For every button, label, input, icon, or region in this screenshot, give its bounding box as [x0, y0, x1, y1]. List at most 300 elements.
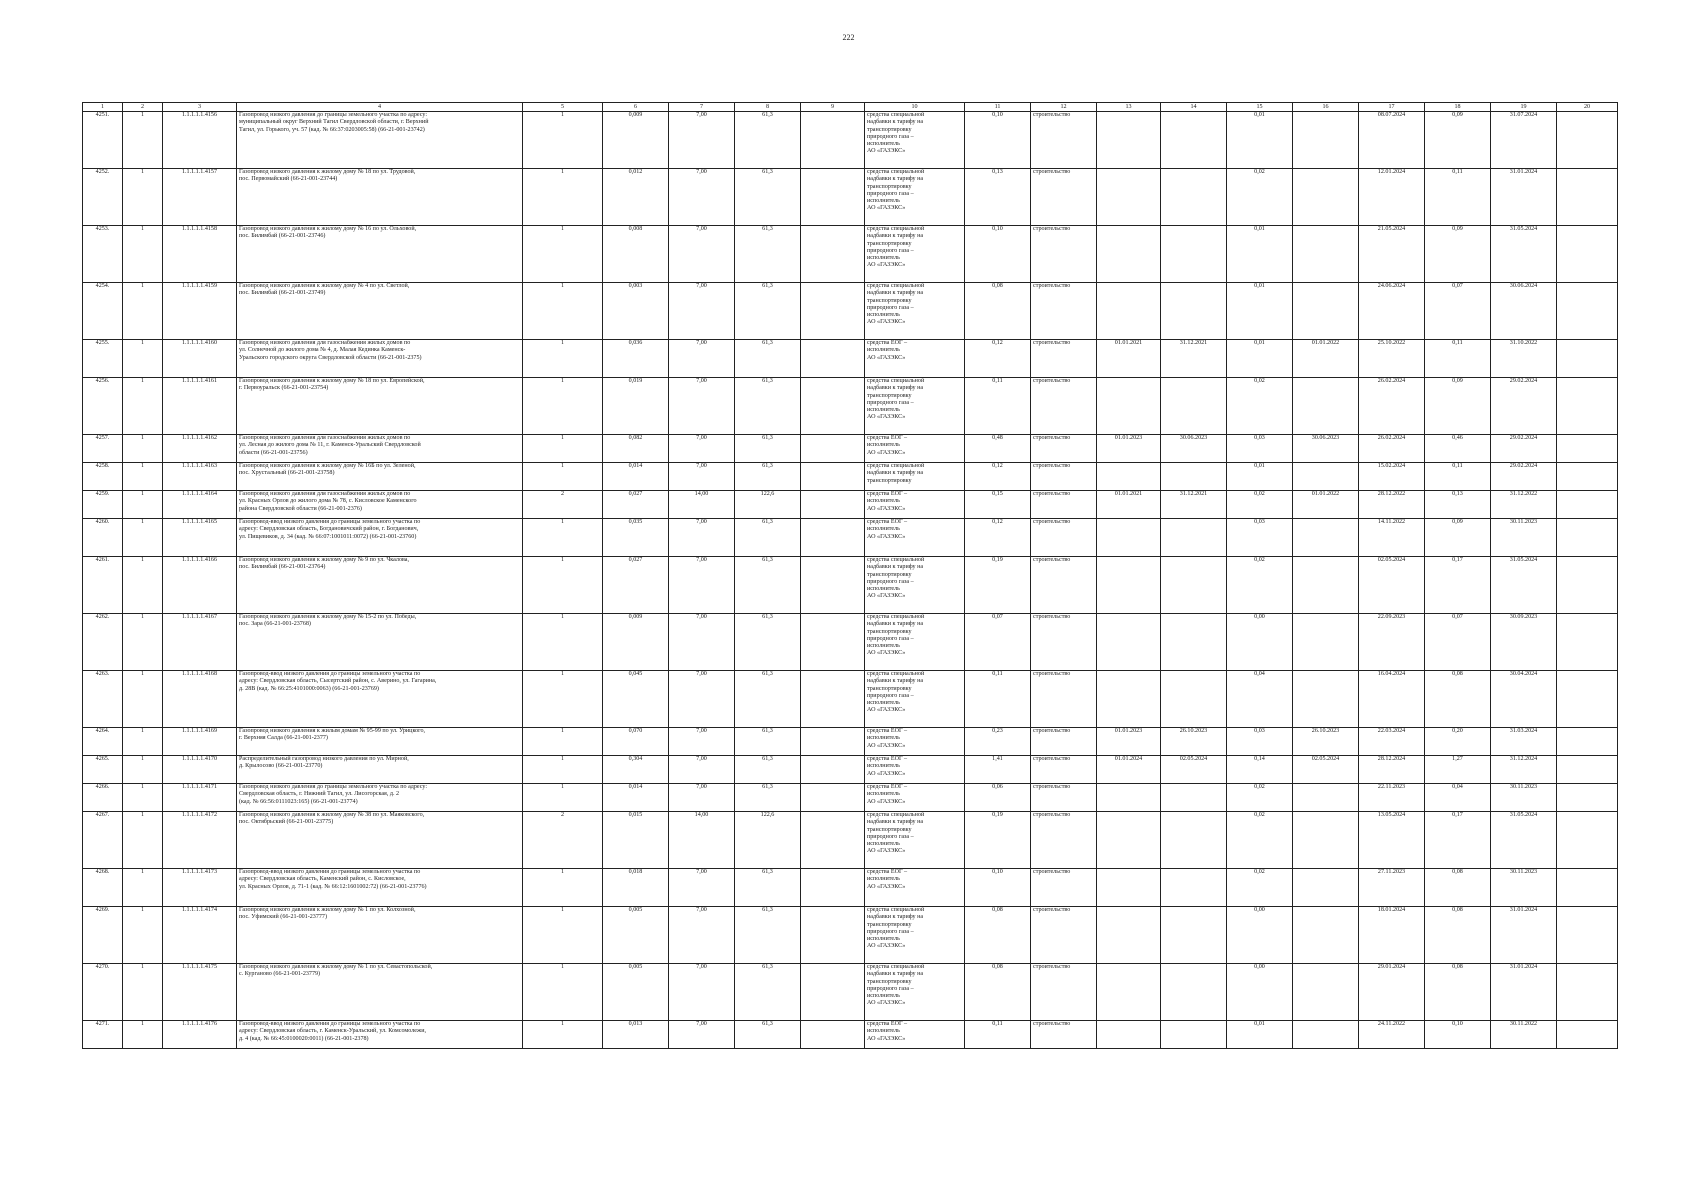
table-cell-col-1: 4263. — [83, 671, 123, 728]
table-cell-col-15: 0,02 — [1227, 784, 1293, 812]
table-cell-col-3: 1.1.1.1.1.4172 — [163, 812, 237, 869]
table-cell-col-7: 7,00 — [669, 557, 735, 614]
table-cell-col-13 — [1097, 869, 1161, 907]
table-cell-col-13: 01.01.2021 — [1097, 340, 1161, 378]
table-cell-col-20 — [1557, 728, 1618, 756]
table-cell-col-3: 1.1.1.1.1.4161 — [163, 378, 237, 435]
table-cell-col-7: 7,00 — [669, 340, 735, 378]
table-cell-col-4: Газопровод низкого давления к жилому дому № 1 по ул. Севастопольской, с. Курганово (66-21-001-23779) — [237, 964, 523, 1021]
table-cell-col-19: 30.04.2024 — [1491, 671, 1557, 728]
table-cell-col-13 — [1097, 671, 1161, 728]
table-cell-col-14: 31.12.2021 — [1161, 491, 1227, 519]
table-cell-col-11: 0,19 — [965, 812, 1031, 869]
table-cell-col-6: 0,070 — [603, 728, 669, 756]
table-cell-col-5: 1 — [523, 728, 603, 756]
table-cell-col-1: 4268. — [83, 869, 123, 907]
table-cell-col-10: средства специальной надбавки к тарифу на транспортировку природного газа – исполнитель АО «ГАЗЭКС» — [865, 378, 965, 435]
table-cell-col-10: средства ЕОГ – исполнитель АО «ГАЗЭКС» — [865, 491, 965, 519]
table-cell-col-19: 29.02.2024 — [1491, 378, 1557, 435]
table-cell-col-20 — [1557, 784, 1618, 812]
table-cell-col-8: 61,3 — [735, 340, 801, 378]
table-cell-col-20 — [1557, 519, 1618, 557]
table-cell-col-13 — [1097, 557, 1161, 614]
table-cell-col-4: Газопровод-ввод низкого давления до границы земельного участка по адресу: Свердловская область, Сысертский район, с. Аверино, ул. Гагарина, д. 28В (кад. № 66:25:4101000:0063) (66-21-001-23769) — [237, 671, 523, 728]
column-header: 7 — [669, 103, 735, 112]
table-cell-col-4: Газопровод низкого давления к жилому дому № 4 по ул. Светлой, пос. Билимбай (66-21-001-23749) — [237, 283, 523, 340]
table-cell-col-14 — [1161, 463, 1227, 491]
table-cell-col-17: 02.05.2024 — [1359, 557, 1425, 614]
table-cell-col-1: 4267. — [83, 812, 123, 869]
table-cell-col-6: 0,014 — [603, 784, 669, 812]
table-cell-col-6: 0,045 — [603, 671, 669, 728]
table-cell-col-6: 0,018 — [603, 869, 669, 907]
table-cell-col-1: 4251. — [83, 112, 123, 169]
table-cell-col-17: 13.05.2024 — [1359, 812, 1425, 869]
table-cell-col-9 — [801, 340, 865, 378]
table-cell-col-18: 0,08 — [1425, 869, 1491, 907]
table-cell-col-12: строительство — [1031, 112, 1097, 169]
table-cell-col-2: 1 — [123, 557, 163, 614]
table-cell-col-17: 29.01.2024 — [1359, 964, 1425, 1021]
table-cell-col-5: 1 — [523, 907, 603, 964]
table-cell-col-19: 31.05.2024 — [1491, 812, 1557, 869]
table-cell-col-9 — [801, 435, 865, 463]
table-cell-col-2: 1 — [123, 812, 163, 869]
table-cell-col-14 — [1161, 964, 1227, 1021]
table-cell-col-18: 0,17 — [1425, 812, 1491, 869]
table-cell-col-8: 61,3 — [735, 112, 801, 169]
table-cell-col-18: 0,09 — [1425, 112, 1491, 169]
table-cell-col-17: 26.02.2024 — [1359, 435, 1425, 463]
table-cell-col-8: 61,3 — [735, 756, 801, 784]
table-cell-col-7: 7,00 — [669, 463, 735, 491]
table-cell-col-12: строительство — [1031, 614, 1097, 671]
table-cell-col-2: 1 — [123, 1021, 163, 1049]
table-cell-col-18: 0,20 — [1425, 728, 1491, 756]
column-header: 1 — [83, 103, 123, 112]
table-cell-col-3: 1.1.1.1.1.4159 — [163, 283, 237, 340]
table-cell-col-3: 1.1.1.1.1.4168 — [163, 671, 237, 728]
table-cell-col-5: 1 — [523, 112, 603, 169]
table-cell-col-5: 1 — [523, 614, 603, 671]
table-row — [83, 340, 1618, 378]
table-cell-col-1: 4266. — [83, 784, 123, 812]
table-cell-col-13 — [1097, 283, 1161, 340]
table-cell-col-6: 0,304 — [603, 756, 669, 784]
table-cell-col-15: 0,04 — [1227, 671, 1293, 728]
table-cell-col-6: 0,015 — [603, 812, 669, 869]
table-cell-col-16 — [1293, 812, 1359, 869]
table-cell-col-2: 1 — [123, 519, 163, 557]
table-cell-col-9 — [801, 1021, 865, 1049]
table-cell-col-4: Газопровод низкого давления к жилым домам № 95-99 по ул. Урицкого, г. Верхняя Салда (66-21-001-2377) — [237, 728, 523, 756]
table-cell-col-10: средства ЕОГ – исполнитель АО «ГАЗЭКС» — [865, 756, 965, 784]
table-cell-col-2: 1 — [123, 614, 163, 671]
table-cell-col-12: строительство — [1031, 283, 1097, 340]
table-cell-col-10: средства ЕОГ – исполнитель АО «ГАЗЭКС» — [865, 340, 965, 378]
table-cell-col-3: 1.1.1.1.1.4157 — [163, 169, 237, 226]
table-cell-col-1: 4265. — [83, 756, 123, 784]
table-cell-col-11: 0,12 — [965, 519, 1031, 557]
table-row — [83, 519, 1618, 557]
table-cell-col-1: 4255. — [83, 340, 123, 378]
table-cell-col-2: 1 — [123, 964, 163, 1021]
table-cell-col-6: 0,013 — [603, 1021, 669, 1049]
table-body — [83, 112, 1618, 1049]
table-cell-col-19: 29.02.2024 — [1491, 435, 1557, 463]
table-cell-col-4: Газопровод низкого давления к жилому дому № 9 по ул. Чкалова, пос. Билимбай (66-21-001-23764) — [237, 557, 523, 614]
table-cell-col-20 — [1557, 340, 1618, 378]
table-cell-col-7: 7,00 — [669, 671, 735, 728]
table-cell-col-9 — [801, 614, 865, 671]
table-cell-col-7: 7,00 — [669, 869, 735, 907]
table-cell-col-9 — [801, 226, 865, 283]
column-header: 4 — [237, 103, 523, 112]
table-cell-col-9 — [801, 671, 865, 728]
table-cell-col-7: 7,00 — [669, 378, 735, 435]
table-cell-col-3: 1.1.1.1.1.4171 — [163, 784, 237, 812]
table-cell-col-11: 0,08 — [965, 907, 1031, 964]
table-cell-col-1: 4254. — [83, 283, 123, 340]
table-cell-col-6: 0,027 — [603, 557, 669, 614]
table-cell-col-16: 02.05.2024 — [1293, 756, 1359, 784]
table-row — [83, 614, 1618, 671]
table-cell-col-20 — [1557, 169, 1618, 226]
table-cell-col-6: 0,012 — [603, 169, 669, 226]
table-row — [83, 907, 1618, 964]
table-cell-col-9 — [801, 491, 865, 519]
table-cell-col-2: 1 — [123, 463, 163, 491]
table-cell-col-6: 0,009 — [603, 614, 669, 671]
table-cell-col-1: 4271. — [83, 1021, 123, 1049]
table-cell-col-16 — [1293, 869, 1359, 907]
table-cell-col-5: 1 — [523, 169, 603, 226]
table-cell-col-14 — [1161, 378, 1227, 435]
table-cell-col-5: 1 — [523, 557, 603, 614]
column-header: 14 — [1161, 103, 1227, 112]
table-cell-col-6: 0,036 — [603, 340, 669, 378]
table-cell-col-4: Газопровод низкого давления к жилому дому № 18 по ул. Трудовой, пос. Первомайский (66-21-001-23744) — [237, 169, 523, 226]
table-cell-col-10: средства специальной надбавки к тарифу на транспортировку природного газа – исполнитель АО «ГАЗЭКС» — [865, 812, 965, 869]
table-cell-col-20 — [1557, 557, 1618, 614]
table-cell-col-2: 1 — [123, 435, 163, 463]
table-cell-col-3: 1.1.1.1.1.4163 — [163, 463, 237, 491]
table-cell-col-11: 0,08 — [965, 283, 1031, 340]
table-cell-col-19: 29.02.2024 — [1491, 463, 1557, 491]
table-cell-col-4: Газопровод низкого давления к жилому дому № 18 по ул. Европейской, г. Первоуральск (66-21-001-23754) — [237, 378, 523, 435]
table-cell-col-5: 1 — [523, 519, 603, 557]
table-cell-col-2: 1 — [123, 169, 163, 226]
table-cell-col-5: 1 — [523, 784, 603, 812]
table-cell-col-16 — [1293, 784, 1359, 812]
table-cell-col-13 — [1097, 463, 1161, 491]
table-cell-col-2: 1 — [123, 784, 163, 812]
table-cell-col-5: 1 — [523, 1021, 603, 1049]
table-cell-col-11: 0,12 — [965, 340, 1031, 378]
table-cell-col-9 — [801, 378, 865, 435]
table-cell-col-13 — [1097, 226, 1161, 283]
column-header: 2 — [123, 103, 163, 112]
table-cell-col-1: 4253. — [83, 226, 123, 283]
table-cell-col-16 — [1293, 671, 1359, 728]
table-cell-col-2: 1 — [123, 491, 163, 519]
table-cell-col-9 — [801, 463, 865, 491]
table-cell-col-7: 14,00 — [669, 812, 735, 869]
table-cell-col-7: 7,00 — [669, 519, 735, 557]
table-cell-col-7: 7,00 — [669, 784, 735, 812]
table-cell-col-3: 1.1.1.1.1.4164 — [163, 491, 237, 519]
table-cell-col-11: 0,12 — [965, 463, 1031, 491]
table-row — [83, 557, 1618, 614]
table-cell-col-3: 1.1.1.1.1.4165 — [163, 519, 237, 557]
table-cell-col-6: 0,005 — [603, 907, 669, 964]
table-row — [83, 378, 1618, 435]
table-cell-col-16 — [1293, 614, 1359, 671]
table-cell-col-19: 31.07.2024 — [1491, 112, 1557, 169]
table-cell-col-2: 1 — [123, 756, 163, 784]
table-cell-col-9 — [801, 869, 865, 907]
table-row — [83, 671, 1618, 728]
table-cell-col-12: строительство — [1031, 378, 1097, 435]
table-cell-col-17: 14.11.2022 — [1359, 519, 1425, 557]
table-cell-col-17: 24.06.2024 — [1359, 283, 1425, 340]
table-cell-col-12: строительство — [1031, 869, 1097, 907]
table-cell-col-8: 61,3 — [735, 614, 801, 671]
table-cell-col-14 — [1161, 869, 1227, 907]
table-cell-col-14: 30.06.2023 — [1161, 435, 1227, 463]
table-row — [83, 435, 1618, 463]
table-cell-col-11: 0,07 — [965, 614, 1031, 671]
table-cell-col-16: 26.10.2023 — [1293, 728, 1359, 756]
table-cell-col-11: 0,15 — [965, 491, 1031, 519]
table-cell-col-16 — [1293, 169, 1359, 226]
table-cell-col-3: 1.1.1.1.1.4166 — [163, 557, 237, 614]
table-cell-col-9 — [801, 519, 865, 557]
table-cell-col-16 — [1293, 283, 1359, 340]
table-cell-col-16 — [1293, 226, 1359, 283]
table-cell-col-3: 1.1.1.1.1.4167 — [163, 614, 237, 671]
table-cell-col-4: Газопровод-ввод низкого давления до границы земельного участка по адресу: Свердловская область, Каменский район, с. Кисловское, ул. Красных Орлов, д. 71-1 (кад. № 66:12:1601002:72) (66-21-001-23776) — [237, 869, 523, 907]
table-cell-col-15: 0,14 — [1227, 756, 1293, 784]
table-cell-col-10: средства специальной надбавки к тарифу на транспортировку природного газа – исполнитель АО «ГАЗЭКС» — [865, 169, 965, 226]
table-cell-col-10: средства специальной надбавки к тарифу на транспортировку природного газа – исполнитель АО «ГАЗЭКС» — [865, 557, 965, 614]
table-cell-col-19: 31.03.2024 — [1491, 728, 1557, 756]
page-number: 222 — [842, 33, 855, 42]
table-cell-col-20 — [1557, 964, 1618, 1021]
table-cell-col-5: 1 — [523, 435, 603, 463]
table-cell-col-1: 4262. — [83, 614, 123, 671]
table-cell-col-13 — [1097, 378, 1161, 435]
table-row — [83, 226, 1618, 283]
table-cell-col-12: строительство — [1031, 964, 1097, 1021]
table-cell-col-11: 0,11 — [965, 378, 1031, 435]
table-cell-col-7: 7,00 — [669, 728, 735, 756]
table-cell-col-15: 0,01 — [1227, 112, 1293, 169]
table-cell-col-7: 7,00 — [669, 169, 735, 226]
table-cell-col-16 — [1293, 463, 1359, 491]
table-cell-col-19: 31.10.2022 — [1491, 340, 1557, 378]
table-cell-col-16 — [1293, 964, 1359, 1021]
table-cell-col-1: 4259. — [83, 491, 123, 519]
table-cell-col-16 — [1293, 378, 1359, 435]
table-cell-col-11: 0,13 — [965, 169, 1031, 226]
table-cell-col-3: 1.1.1.1.1.4175 — [163, 964, 237, 1021]
table-cell-col-15: 0,01 — [1227, 1021, 1293, 1049]
table-cell-col-9 — [801, 812, 865, 869]
table-cell-col-8: 122,6 — [735, 812, 801, 869]
table-cell-col-8: 61,3 — [735, 728, 801, 756]
table-cell-col-10: средства специальной надбавки к тарифу на транспортировку природного газа – исполнитель АО «ГАЗЭКС» — [865, 964, 965, 1021]
table-cell-col-3: 1.1.1.1.1.4158 — [163, 226, 237, 283]
table-cell-col-10: средства специальной надбавки к тарифу на транспортировку природного газа – исполнитель АО «ГАЗЭКС» — [865, 671, 965, 728]
table-cell-col-15: 0,01 — [1227, 340, 1293, 378]
table-cell-col-11: 1,41 — [965, 756, 1031, 784]
table-cell-col-5: 1 — [523, 756, 603, 784]
column-header: 17 — [1359, 103, 1425, 112]
table-cell-col-17: 22.11.2023 — [1359, 784, 1425, 812]
table-cell-col-12: строительство — [1031, 728, 1097, 756]
table-cell-col-8: 61,3 — [735, 964, 801, 1021]
table-cell-col-2: 1 — [123, 340, 163, 378]
table-header-row — [83, 103, 1618, 112]
table-cell-col-18: 0,09 — [1425, 378, 1491, 435]
table-cell-col-9 — [801, 112, 865, 169]
table-cell-col-20 — [1557, 614, 1618, 671]
table-cell-col-14 — [1161, 671, 1227, 728]
table-cell-col-7: 14,00 — [669, 491, 735, 519]
table-cell-col-8: 61,3 — [735, 283, 801, 340]
table-cell-col-5: 1 — [523, 964, 603, 1021]
table-cell-col-14 — [1161, 557, 1227, 614]
table-cell-col-14: 26.10.2023 — [1161, 728, 1227, 756]
table-cell-col-2: 1 — [123, 226, 163, 283]
table-cell-col-12: строительство — [1031, 812, 1097, 869]
table-cell-col-8: 61,3 — [735, 907, 801, 964]
table-cell-col-14 — [1161, 519, 1227, 557]
table-cell-col-20 — [1557, 869, 1618, 907]
table-cell-col-4: Газопровод-ввод низкого давления до границы земельного участка по адресу: Свердловская область, г. Каменск-Уральский, ул. Комсомолежи, д. 4 (кад. № 66:45:0100020:0011) (66-21-001-2378) — [237, 1021, 523, 1049]
column-header: 18 — [1425, 103, 1491, 112]
table-cell-col-17: 25.10.2022 — [1359, 340, 1425, 378]
table-cell-col-14 — [1161, 812, 1227, 869]
table-cell-col-11: 0,11 — [965, 1021, 1031, 1049]
table-cell-col-1: 4260. — [83, 519, 123, 557]
table-cell-col-19: 31.05.2024 — [1491, 226, 1557, 283]
table-cell-col-12: строительство — [1031, 1021, 1097, 1049]
table-cell-col-2: 1 — [123, 283, 163, 340]
table-row — [83, 283, 1618, 340]
table-cell-col-18: 0,09 — [1425, 519, 1491, 557]
table-cell-col-11: 0,10 — [965, 112, 1031, 169]
table-cell-col-11: 0,19 — [965, 557, 1031, 614]
table-cell-col-13 — [1097, 907, 1161, 964]
table-cell-col-13 — [1097, 812, 1161, 869]
table-cell-col-14 — [1161, 614, 1227, 671]
table-cell-col-16 — [1293, 1021, 1359, 1049]
table-cell-col-13: 01.01.2023 — [1097, 435, 1161, 463]
table-row — [83, 463, 1618, 491]
table-cell-col-1: 4252. — [83, 169, 123, 226]
table-cell-col-17: 28.12.2022 — [1359, 491, 1425, 519]
table-cell-col-19: 31.01.2024 — [1491, 964, 1557, 1021]
table-cell-col-20 — [1557, 1021, 1618, 1049]
table-cell-col-2: 1 — [123, 728, 163, 756]
table-cell-col-2: 1 — [123, 112, 163, 169]
table-cell-col-20 — [1557, 435, 1618, 463]
table-cell-col-9 — [801, 907, 865, 964]
table-cell-col-10: средства специальной надбавки к тарифу на транспортировку природного газа – исполнитель АО «ГАЗЭКС» — [865, 283, 965, 340]
table-cell-col-12: строительство — [1031, 907, 1097, 964]
table-cell-col-6: 0,014 — [603, 463, 669, 491]
table-cell-col-15: 0,02 — [1227, 869, 1293, 907]
table-cell-col-17: 27.11.2023 — [1359, 869, 1425, 907]
table-cell-col-13 — [1097, 964, 1161, 1021]
table-cell-col-10: средства специальной надбавки к тарифу на транспортировку природного газа – исполнитель АО «ГАЗЭКС» — [865, 614, 965, 671]
table-row — [83, 964, 1618, 1021]
table-cell-col-15: 0,02 — [1227, 491, 1293, 519]
table-cell-col-5: 1 — [523, 226, 603, 283]
table-cell-col-9 — [801, 169, 865, 226]
table-cell-col-18: 0,07 — [1425, 283, 1491, 340]
table-cell-col-16: 01.01.2022 — [1293, 491, 1359, 519]
table-cell-col-18: 0,10 — [1425, 1021, 1491, 1049]
table-cell-col-20 — [1557, 378, 1618, 435]
table-cell-col-6: 0,027 — [603, 491, 669, 519]
table-cell-col-4: Газопровод низкого давления до границы земельного участка по адресу: муниципальный округ Верхний Тагил Свердловской области, г. Верхний Тагил, ул. Горького, уч. 57 (кад. № 66:37:0203005:58) (66-21-001-23742) — [237, 112, 523, 169]
table-cell-col-19: 31.12.2022 — [1491, 491, 1557, 519]
table-cell-col-20 — [1557, 112, 1618, 169]
table-cell-col-18: 0,08 — [1425, 671, 1491, 728]
table-cell-col-12: строительство — [1031, 226, 1097, 283]
table-cell-col-15: 0,03 — [1227, 519, 1293, 557]
table-cell-col-3: 1.1.1.1.1.4160 — [163, 340, 237, 378]
table-cell-col-4: Газопровод низкого давления к жилому дому № 16 по ул. Ольховой, пос. Билимбай (66-21-001-23746) — [237, 226, 523, 283]
column-header: 10 — [865, 103, 965, 112]
table-cell-col-11: 0,10 — [965, 226, 1031, 283]
table-cell-col-20 — [1557, 226, 1618, 283]
table-cell-col-3: 1.1.1.1.1.4156 — [163, 112, 237, 169]
table-cell-col-15: 0,01 — [1227, 463, 1293, 491]
table-row — [83, 491, 1618, 519]
table-cell-col-6: 0,009 — [603, 112, 669, 169]
table-cell-col-8: 61,3 — [735, 435, 801, 463]
table-cell-col-15: 0,00 — [1227, 614, 1293, 671]
table-cell-col-9 — [801, 784, 865, 812]
column-header: 12 — [1031, 103, 1097, 112]
table-cell-col-20 — [1557, 671, 1618, 728]
table-cell-col-14: 31.12.2021 — [1161, 340, 1227, 378]
table-cell-col-14 — [1161, 1021, 1227, 1049]
table-cell-col-17: 08.07.2024 — [1359, 112, 1425, 169]
table-cell-col-9 — [801, 728, 865, 756]
table-cell-col-14 — [1161, 907, 1227, 964]
table-cell-col-19: 30.11.2022 — [1491, 1021, 1557, 1049]
table-cell-col-7: 7,00 — [669, 614, 735, 671]
table-cell-col-3: 1.1.1.1.1.4170 — [163, 756, 237, 784]
table-cell-col-9 — [801, 283, 865, 340]
table-cell-col-17: 16.04.2024 — [1359, 671, 1425, 728]
table-cell-col-3: 1.1.1.1.1.4173 — [163, 869, 237, 907]
table-cell-col-15: 0,02 — [1227, 812, 1293, 869]
table-cell-col-20 — [1557, 907, 1618, 964]
table-cell-col-7: 7,00 — [669, 435, 735, 463]
table-cell-col-19: 31.01.2024 — [1491, 907, 1557, 964]
table-cell-col-12: строительство — [1031, 519, 1097, 557]
table-cell-col-15: 0,02 — [1227, 378, 1293, 435]
table-cell-col-4: Газопровод низкого давления для газоснабжения жилых домов по ул. Солнечной до жилого дома № 4, д. Малая Кединка Каменск- Уральского городского округа Свердловской области (66-21-001-2375) — [237, 340, 523, 378]
table-cell-col-19: 30.11.2023 — [1491, 519, 1557, 557]
table-cell-col-3: 1.1.1.1.1.4176 — [163, 1021, 237, 1049]
